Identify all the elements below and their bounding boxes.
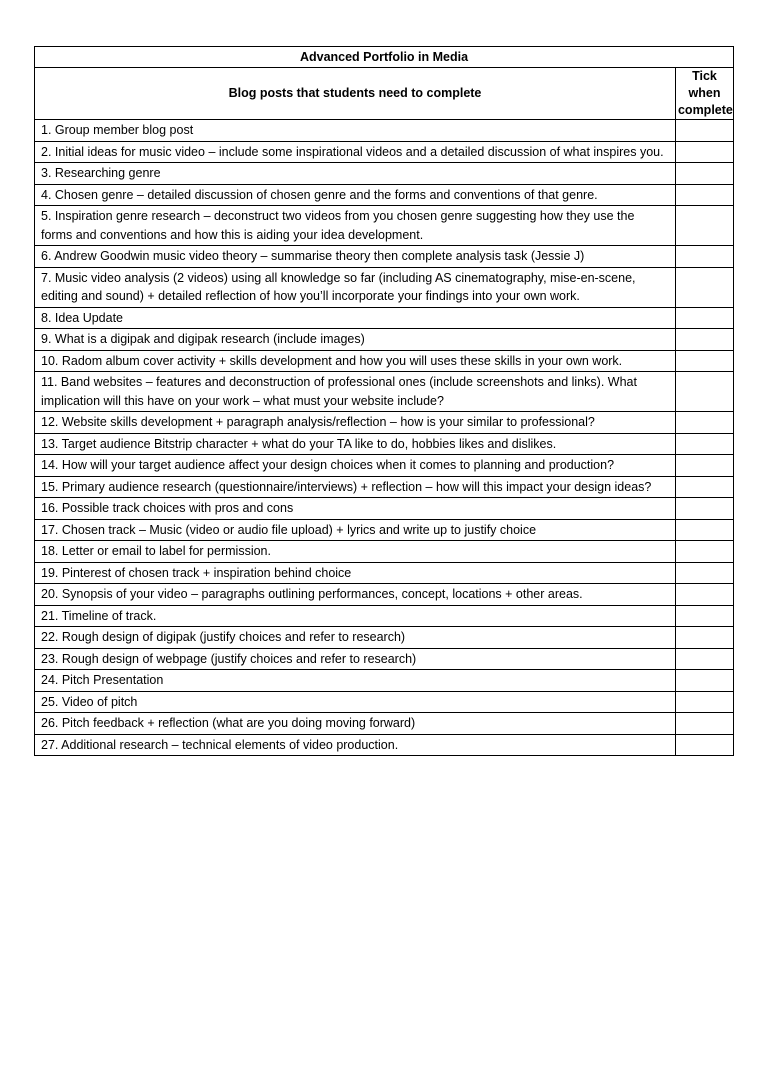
task-row	[35, 329, 734, 351]
task-row	[35, 433, 734, 455]
tick-box[interactable]	[675, 627, 733, 649]
tick-box[interactable]	[675, 412, 733, 434]
task-row	[35, 476, 734, 498]
task-row	[35, 455, 734, 477]
task-text: 9. What is a digipak and digipak research (include images)	[35, 329, 676, 351]
task-text: 10. Radom album cover activity + skills development and how you will uses these skills in your own work.	[35, 350, 676, 372]
task-row	[35, 498, 734, 520]
task-text: 7. Music video analysis (2 videos) using all knowledge so far (including AS cinematography, mise-en-scene, editing and sound) + detailed reflection of how you’ll incorporate your findings into your own work.	[35, 267, 676, 307]
task-text: 22. Rough design of digipak (justify choices and refer to research)	[35, 627, 676, 649]
task-text: 15. Primary audience research (questionnaire/interviews) + reflection – how will this impact your design ideas?	[35, 476, 676, 498]
title-row	[35, 47, 734, 68]
task-row	[35, 713, 734, 735]
tick-header-line-2: when	[688, 86, 721, 100]
task-text: 23. Rough design of webpage (justify choices and refer to research)	[35, 648, 676, 670]
task-text: 1. Group member blog post	[35, 120, 676, 142]
tick-header-line-1: Tick	[692, 69, 717, 83]
task-row	[35, 307, 734, 329]
task-text: 5. Inspiration genre research – deconstruct two videos from you chosen genre suggesting how they use the forms and conventions and how this is aiding your idea development.	[35, 206, 676, 246]
task-column-header: Blog posts that students need to complete	[35, 68, 676, 120]
tick-box[interactable]	[675, 307, 733, 329]
tick-box[interactable]	[675, 648, 733, 670]
task-row	[35, 267, 734, 307]
tick-box[interactable]	[675, 267, 733, 307]
task-row	[35, 562, 734, 584]
task-row	[35, 648, 734, 670]
tick-box[interactable]	[675, 498, 733, 520]
task-row	[35, 350, 734, 372]
task-text: 16. Possible track choices with pros and cons	[35, 498, 676, 520]
tick-box[interactable]	[675, 372, 733, 412]
task-row	[35, 734, 734, 756]
task-text: 27. Additional research – technical elements of video production.	[35, 734, 676, 756]
tick-box[interactable]	[675, 670, 733, 692]
task-text: 4. Chosen genre – detailed discussion of chosen genre and the forms and conventions of that genre.	[35, 184, 676, 206]
tick-box[interactable]	[675, 455, 733, 477]
tick-box[interactable]	[675, 734, 733, 756]
task-row	[35, 519, 734, 541]
task-row	[35, 372, 734, 412]
task-row	[35, 163, 734, 185]
task-text: 26. Pitch feedback + reflection (what are you doing moving forward)	[35, 713, 676, 735]
tick-box[interactable]	[675, 584, 733, 606]
tick-box[interactable]	[675, 519, 733, 541]
task-row	[35, 627, 734, 649]
tick-box[interactable]	[675, 562, 733, 584]
task-text: 6. Andrew Goodwin music video theory – summarise theory then complete analysis task (Jessie J)	[35, 246, 676, 268]
task-text: 18. Letter or email to label for permission.	[35, 541, 676, 563]
task-text: 2. Initial ideas for music video – include some inspirational videos and a detailed discussion of what inspires you.	[35, 141, 676, 163]
blog-checklist-table	[34, 46, 734, 756]
tick-box[interactable]	[675, 350, 733, 372]
task-text: 3. Researching genre	[35, 163, 676, 185]
tick-box[interactable]	[675, 541, 733, 563]
task-row	[35, 206, 734, 246]
tick-box[interactable]	[675, 329, 733, 351]
task-text: 14. How will your target audience affect your design choices when it comes to planning and production?	[35, 455, 676, 477]
tick-box[interactable]	[675, 433, 733, 455]
header-row	[35, 68, 734, 120]
tick-box[interactable]	[675, 141, 733, 163]
task-row	[35, 670, 734, 692]
tick-box[interactable]	[675, 713, 733, 735]
task-row	[35, 605, 734, 627]
tick-box[interactable]	[675, 184, 733, 206]
task-text: 21. Timeline of track.	[35, 605, 676, 627]
tick-box[interactable]	[675, 163, 733, 185]
task-text: 24. Pitch Presentation	[35, 670, 676, 692]
tick-box[interactable]	[675, 691, 733, 713]
tick-header-line-3: complete	[677, 103, 733, 117]
task-text: 17. Chosen track – Music (video or audio file upload) + lyrics and write up to justify choice	[35, 519, 676, 541]
task-row	[35, 412, 734, 434]
task-text: 8. Idea Update	[35, 307, 676, 329]
tick-box[interactable]	[675, 120, 733, 142]
tick-column-header	[675, 68, 733, 120]
task-row	[35, 120, 734, 142]
task-row	[35, 541, 734, 563]
task-text: 13. Target audience Bitstrip character + what do your TA like to do, hobbies likes and dislikes.	[35, 433, 676, 455]
tick-box[interactable]	[675, 206, 733, 246]
task-row	[35, 584, 734, 606]
task-row	[35, 184, 734, 206]
tick-box[interactable]	[675, 246, 733, 268]
task-text: 19. Pinterest of chosen track + inspiration behind choice	[35, 562, 676, 584]
task-text: 25. Video of pitch	[35, 691, 676, 713]
table-title: Advanced Portfolio in Media	[35, 47, 734, 68]
task-row	[35, 691, 734, 713]
task-text: 12. Website skills development + paragraph analysis/reflection – how is your similar to professional?	[35, 412, 676, 434]
task-row	[35, 141, 734, 163]
task-row	[35, 246, 734, 268]
tick-box[interactable]	[675, 605, 733, 627]
tick-box[interactable]	[675, 476, 733, 498]
task-text: 20. Synopsis of your video – paragraphs outlining performances, concept, locations + other areas.	[35, 584, 676, 606]
task-text: 11. Band websites – features and deconstruction of professional ones (include screenshots and links). What implication will this have on your work – what must your website include?	[35, 372, 676, 412]
